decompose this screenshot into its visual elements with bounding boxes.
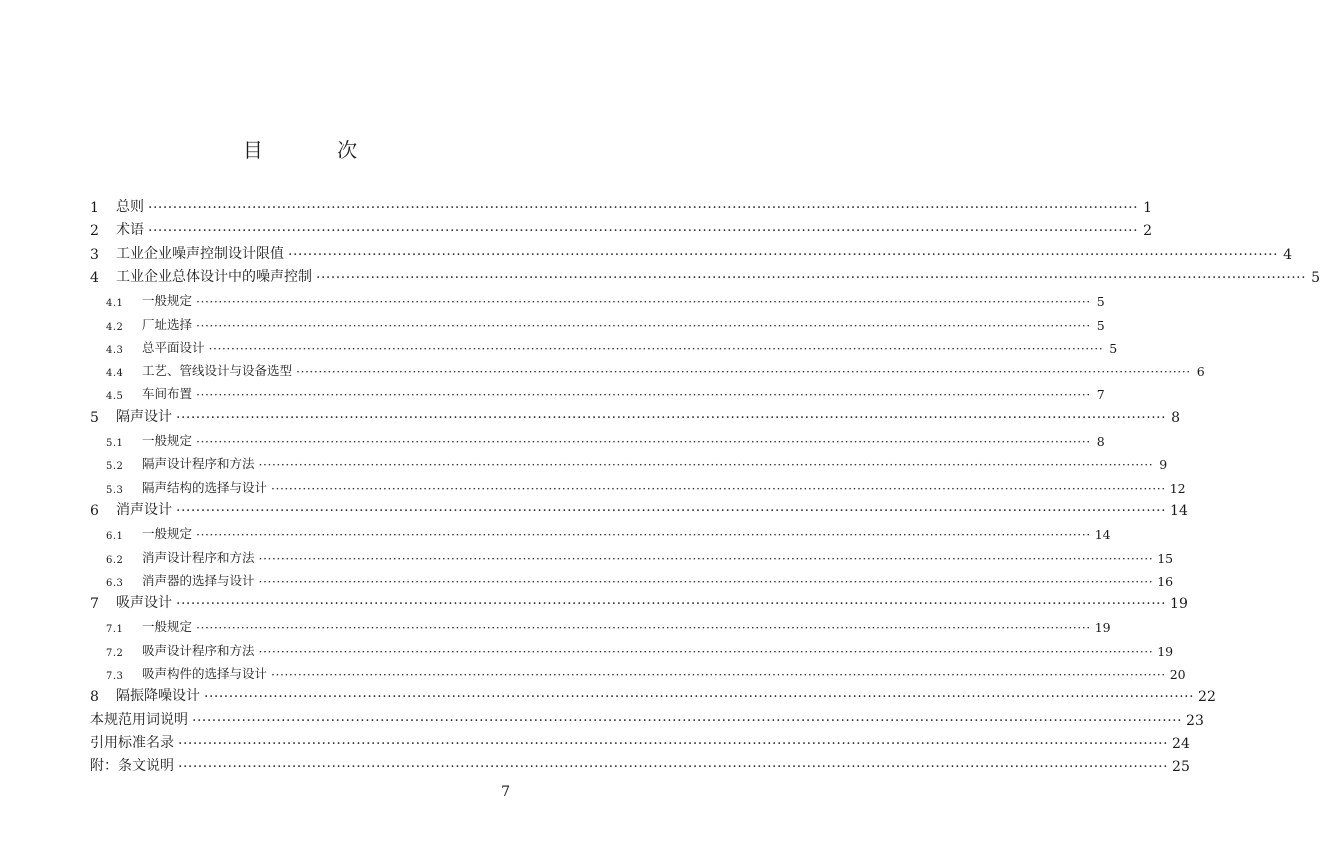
dot-leader: ········································································································································································································	[196, 620, 1091, 636]
toc-entry-label: 总则	[116, 199, 144, 215]
toc-entry-number: 7.2	[106, 647, 124, 659]
toc-entry[interactable]	[106, 567, 1174, 589]
toc-entry-label: 一般规定	[142, 526, 193, 542]
dot-leader: ········································································································································································································	[178, 735, 1169, 752]
dot-leader: ········································································································································································································	[271, 667, 1166, 682]
dot-leader: ········································································································································································································	[196, 434, 1091, 449]
toc-title: 目 次	[242, 138, 392, 162]
toc-entry-page: 14	[1094, 527, 1111, 543]
toc-entry-number: 4.2	[106, 321, 124, 333]
dot-leader: ········································································································································································································	[271, 480, 1166, 496]
toc-entry-number: 5.3	[106, 484, 124, 496]
toc-entry[interactable]	[90, 404, 1181, 426]
toc-entry[interactable]	[106, 427, 1105, 449]
dot-leader: ········································································································································································································	[258, 643, 1154, 659]
toc-entry-page: 15	[1157, 550, 1174, 566]
dot-leader: ········································································································································································································	[196, 387, 1091, 403]
toc-entry-page: 19	[1094, 620, 1111, 636]
toc-entry-label: 总平面设计	[142, 339, 205, 355]
toc-entry-label: 一般规定	[142, 433, 193, 448]
dot-leader: ········································································································································································································	[208, 340, 1104, 356]
toc-entry-label: 车间布置	[142, 386, 193, 402]
toc-entry-label: 术语	[116, 222, 144, 239]
toc-entry-number: 4	[90, 269, 99, 286]
toc-entry-label: 本规范用词说明	[90, 711, 188, 728]
toc-entry-page: 1	[1143, 200, 1153, 216]
toc-entry-label: 消声设计	[116, 501, 172, 518]
dot-leader: ········································································································································································································	[196, 527, 1091, 543]
toc-entry[interactable]	[106, 357, 1205, 380]
toc-entry-label: 引用标准名录	[90, 734, 174, 751]
toc-entry-page: 8	[1096, 434, 1105, 449]
toc-entry-page: 19	[1170, 596, 1188, 613]
toc-entry-number: 4.4	[106, 368, 124, 380]
toc-entry-page: 6	[1196, 364, 1205, 380]
dot-leader: ········································································································································································································	[288, 246, 1279, 263]
toc-entry[interactable]	[106, 311, 1105, 333]
toc-entry[interactable]	[90, 497, 1188, 519]
toc-entry[interactable]	[106, 474, 1186, 496]
toc-entry-page: 25	[1172, 759, 1190, 776]
toc-entry[interactable]	[90, 590, 1188, 613]
dot-leader: ········································································································································································································	[258, 573, 1154, 589]
toc-entry-number: 4.5	[106, 391, 124, 403]
toc-entry-number: 5.1	[106, 438, 124, 449]
toc-entry[interactable]	[106, 520, 1111, 543]
toc-entry-page: 24	[1172, 735, 1190, 752]
toc-entry-label: 吸声设计程序和方法	[142, 642, 255, 658]
toc-entry-label: 一般规定	[142, 619, 193, 635]
toc-entry-page: 12	[1169, 480, 1186, 496]
toc-entry[interactable]	[106, 637, 1174, 659]
toc-entry-label: 消声器的选择与设计	[142, 572, 255, 588]
toc-entry-label: 隔声设计	[116, 408, 172, 425]
toc-entry-label: 隔振降噪设计	[116, 688, 200, 705]
toc-entry-label: 厂址选择	[142, 316, 193, 332]
toc-entry-number: 7.1	[106, 624, 124, 636]
toc-entry-page: 5	[1096, 294, 1105, 310]
dot-leader: ········································································································································································································	[258, 550, 1154, 566]
toc-entry[interactable]	[106, 613, 1111, 636]
toc-entry-page: 23	[1186, 712, 1204, 729]
toc-entry-page: 14	[1170, 502, 1188, 519]
toc-entry-page: 9	[1159, 457, 1168, 473]
toc-entry-label: 隔声设计程序和方法	[142, 456, 255, 472]
toc-entry-page: 22	[1198, 689, 1216, 706]
toc-entry-number: 2	[90, 223, 99, 240]
toc-entry-page: 2	[1143, 223, 1153, 240]
toc-entry[interactable]	[90, 753, 1190, 776]
toc-entry[interactable]	[90, 264, 1320, 286]
toc-entry[interactable]	[106, 450, 1168, 473]
toc-entry-label: 一般规定	[142, 293, 193, 309]
toc-entry-label: 工业企业噪声控制设计限值	[116, 245, 284, 262]
toc-entry-number: 7.3	[106, 671, 124, 682]
toc-entry-page: 7	[1096, 387, 1105, 403]
toc-entry-label: 隔声结构的选择与设计	[142, 479, 268, 495]
toc-entry-number: 4.3	[106, 344, 124, 356]
toc-entry-page: 19	[1157, 643, 1174, 659]
toc-entry-label: 工艺、管线设计与设备选型	[142, 363, 293, 379]
toc-entry-number: 5	[90, 409, 99, 426]
toc-entry-page: 16	[1157, 573, 1174, 589]
toc-entry[interactable]	[90, 707, 1204, 729]
toc-entry-label: 吸声构件的选择与设计	[142, 666, 268, 681]
toc-entry-page: 20	[1169, 667, 1186, 682]
toc-entry-number: 8	[90, 689, 99, 706]
dot-leader: ········································································································································································································	[176, 596, 1167, 613]
toc-entry-label: 附：条文说明	[90, 758, 174, 775]
toc-entry-page: 8	[1171, 409, 1181, 426]
toc-entry[interactable]	[106, 380, 1105, 403]
toc-entry-number: 6.1	[106, 531, 124, 543]
toc-entry-page: 5	[1096, 317, 1105, 333]
toc-entry-number: 3	[90, 246, 99, 263]
toc-entry[interactable]	[106, 287, 1105, 310]
toc-entry[interactable]	[90, 217, 1153, 240]
dot-leader: ········································································································································································································	[258, 457, 1154, 473]
toc-entry[interactable]	[106, 544, 1174, 566]
dot-leader: ········································································································································································································	[296, 364, 1191, 380]
toc-entry[interactable]	[106, 334, 1118, 356]
toc-entry-number: 6.3	[106, 577, 124, 589]
toc-entry-number: 1	[90, 200, 99, 216]
dot-leader: ········································································································································································································	[178, 759, 1169, 776]
dot-leader: ········································································································································································································	[148, 223, 1139, 240]
dot-leader: ········································································································································································································	[192, 712, 1183, 729]
dot-leader: ········································································································································································································	[316, 269, 1307, 286]
dot-leader: ········································································································································································································	[176, 409, 1167, 426]
toc-entry-number: 6.2	[106, 554, 124, 566]
toc-entry[interactable]	[90, 194, 1153, 216]
toc-entry-number: 5.2	[106, 461, 124, 473]
toc-entry-page: 4	[1283, 246, 1293, 263]
toc-entry[interactable]	[106, 660, 1186, 682]
toc-entry-page: 5	[1109, 340, 1118, 356]
toc-entry[interactable]	[90, 241, 1293, 263]
toc-entry-number: 4.1	[106, 298, 124, 310]
dot-leader: ········································································································································································································	[176, 502, 1167, 519]
toc-entry-label: 吸声设计	[116, 595, 172, 612]
toc-entry-label: 工业企业总体设计中的噪声控制	[116, 268, 312, 285]
page-number: 7	[501, 784, 510, 800]
dot-leader: ········································································································································································································	[196, 317, 1091, 333]
dot-leader: ········································································································································································································	[196, 294, 1091, 310]
toc-entry-number: 7	[90, 596, 99, 613]
toc-entry-page: 5	[1311, 269, 1320, 286]
toc-entry[interactable]	[90, 683, 1216, 706]
dot-leader: ········································································································································································································	[204, 689, 1195, 706]
toc-entry-number: 6	[90, 502, 99, 519]
toc-entry[interactable]	[90, 730, 1190, 752]
dot-leader: ········································································································································································································	[148, 200, 1139, 216]
toc-entry-label: 消声设计程序和方法	[142, 549, 255, 565]
